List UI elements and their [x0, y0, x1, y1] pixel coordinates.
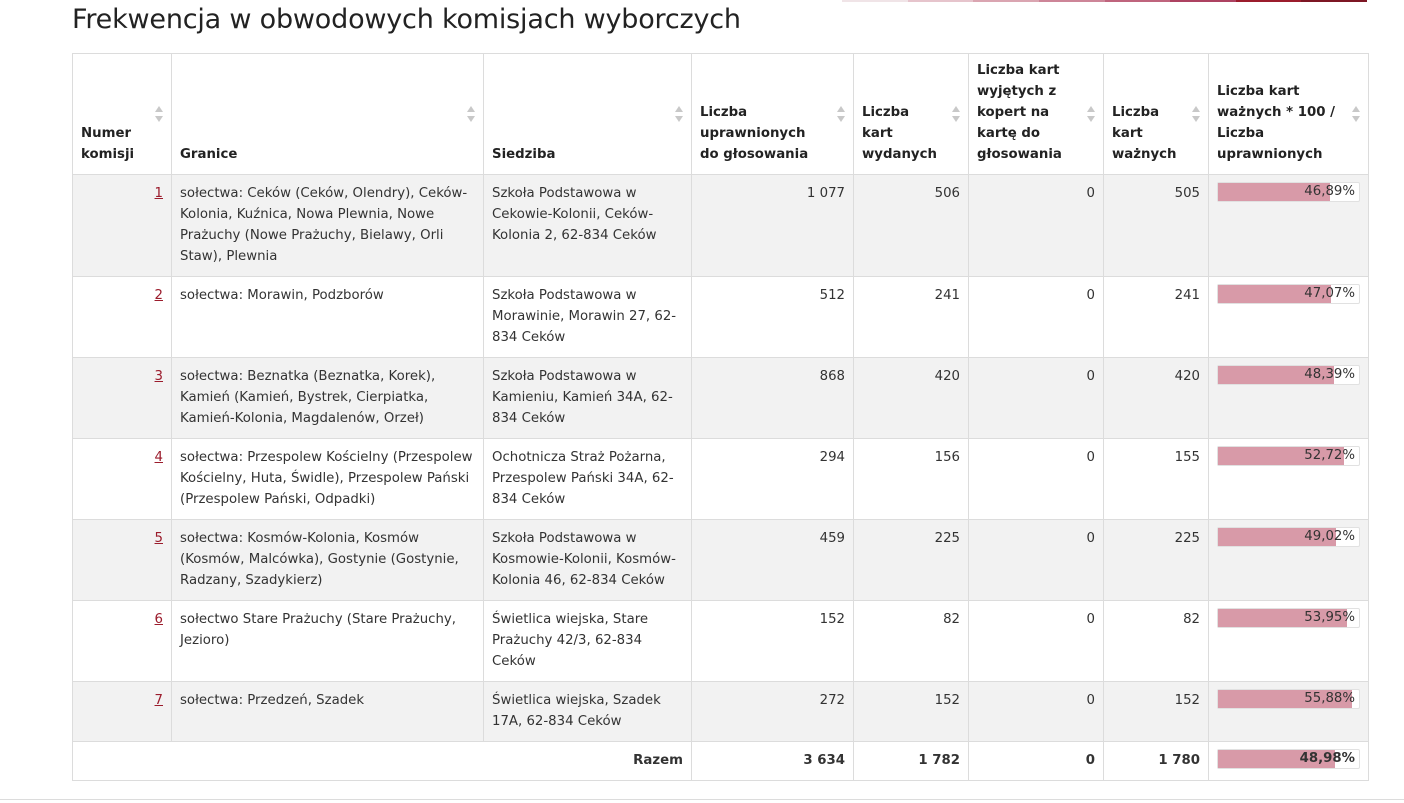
table-row — [73, 682, 1369, 742]
turnout-bar — [1217, 527, 1360, 547]
turnout-value: 46,89% — [1304, 184, 1355, 199]
cell-granice: sołectwa: Ceków (Ceków, Olendry), Ceków-Kolonia, Kuźnica, Nowa Plewnia, Nowe Prażuchy (Nowe Prażuchy, Bielawy, Orli Staw), Plewnia — [172, 175, 484, 277]
sort-icon — [837, 105, 845, 123]
column-header-wydanych[interactable] — [854, 54, 969, 175]
column-header-label: Numer komisji — [81, 126, 135, 162]
sort-icon — [1352, 105, 1360, 123]
cell-granice: sołectwo Stare Prażuchy (Stare Prażuchy, Jezioro) — [172, 601, 484, 682]
column-header-wyjetych[interactable] — [969, 54, 1104, 175]
turnout-value: 55,88% — [1304, 691, 1355, 706]
sort-icon — [675, 105, 683, 123]
cell-frekwencja — [1209, 682, 1369, 742]
column-header-uprawnionych[interactable] — [692, 54, 854, 175]
column-header-granice[interactable] — [172, 54, 484, 175]
cell-frekwencja — [1209, 601, 1369, 682]
cell-waznych: 241 — [1104, 277, 1209, 358]
table-row — [73, 358, 1369, 439]
column-header-label: Liczba kart wyjętych z kopert na kartę do głosowania — [977, 63, 1062, 162]
commission-link[interactable]: 5 — [154, 531, 163, 546]
total-row — [73, 742, 1369, 781]
cell-wydanych: 82 — [854, 601, 969, 682]
cell-waznych: 420 — [1104, 358, 1209, 439]
cell-wyjetych: 0 — [969, 358, 1104, 439]
cell-granice: sołectwa: Przedzeń, Szadek — [172, 682, 484, 742]
cell-uprawnionych: 459 — [692, 520, 854, 601]
cell-wydanych: 420 — [854, 358, 969, 439]
turnout-value: 53,95% — [1304, 610, 1355, 625]
sort-icon — [155, 105, 163, 123]
total-uprawnionych: 3 634 — [692, 742, 854, 781]
column-header-label: Liczba kart wydanych — [862, 105, 937, 162]
cell-wydanych: 241 — [854, 277, 969, 358]
cell-uprawnionych: 512 — [692, 277, 854, 358]
cell-uprawnionych: 1 077 — [692, 175, 854, 277]
table-row — [73, 439, 1369, 520]
sort-icon — [1192, 105, 1200, 123]
cell-wydanych: 156 — [854, 439, 969, 520]
cell-granice: sołectwa: Morawin, Podzborów — [172, 277, 484, 358]
cell-siedziba: Świetlica wiejska, Stare Prażuchy 42/3, 62-834 Ceków — [484, 601, 692, 682]
column-header-label: Granice — [180, 147, 238, 162]
column-header-frekwencja[interactable] — [1209, 54, 1369, 175]
table-row — [73, 520, 1369, 601]
total-label: Razem — [73, 742, 692, 781]
turnout-bar — [1217, 182, 1360, 202]
cell-frekwencja — [1209, 520, 1369, 601]
table-row — [73, 175, 1369, 277]
cell-frekwencja — [1209, 277, 1369, 358]
column-header-label: Liczba kart ważnych * 100 / Liczba uprawnionych — [1217, 84, 1335, 162]
cell-uprawnionych: 868 — [692, 358, 854, 439]
cell-waznych: 152 — [1104, 682, 1209, 742]
sort-icon — [952, 105, 960, 123]
turnout-bar — [1217, 608, 1360, 628]
cell-siedziba: Ochotnicza Straż Pożarna, Przespolew Pański 34A, 62-834 Ceków — [484, 439, 692, 520]
commission-link[interactable]: 2 — [154, 288, 163, 303]
cell-wyjetych: 0 — [969, 439, 1104, 520]
cell-waznych: 82 — [1104, 601, 1209, 682]
total-waznych: 1 780 — [1104, 742, 1209, 781]
cell-wydanych: 506 — [854, 175, 969, 277]
cell-uprawnionych: 272 — [692, 682, 854, 742]
cell-numer — [73, 439, 172, 520]
cell-siedziba: Szkoła Podstawowa w Cekowie-Kolonii, Ceków-Kolonia 2, 62-834 Ceków — [484, 175, 692, 277]
cell-granice: sołectwa: Beznatka (Beznatka, Korek), Kamień (Kamień, Bystrek, Cierpiatka, Kamień-Kolonia, Magdalenów, Orzeł) — [172, 358, 484, 439]
column-header-waznych[interactable] — [1104, 54, 1209, 175]
cell-uprawnionych: 152 — [692, 601, 854, 682]
turnout-table — [72, 53, 1369, 781]
cell-wyjetych: 0 — [969, 682, 1104, 742]
sort-icon — [1087, 105, 1095, 123]
cell-numer — [73, 358, 172, 439]
commission-link[interactable]: 7 — [154, 693, 163, 708]
column-header-numer[interactable] — [73, 54, 172, 175]
column-header-label: Siedziba — [492, 147, 556, 162]
cell-numer — [73, 682, 172, 742]
sort-icon — [467, 105, 475, 123]
cell-siedziba: Świetlica wiejska, Szadek 17A, 62-834 Ceków — [484, 682, 692, 742]
cell-wyjetych: 0 — [969, 175, 1104, 277]
cell-frekwencja — [1209, 175, 1369, 277]
column-header-label: Liczba uprawnionych do głosowania — [700, 105, 809, 162]
cell-numer — [73, 175, 172, 277]
cell-frekwencja — [1209, 358, 1369, 439]
turnout-value: 48,98% — [1299, 751, 1355, 766]
page-title: Frekwencja w obwodowych komisjach wyborczych — [72, 4, 741, 35]
cell-numer — [73, 520, 172, 601]
turnout-value: 47,07% — [1304, 286, 1355, 301]
cell-wyjetych: 0 — [969, 520, 1104, 601]
turnout-bar — [1217, 365, 1360, 385]
turnout-bar — [1217, 284, 1360, 304]
cell-wyjetych: 0 — [969, 277, 1104, 358]
cell-granice: sołectwa: Przespolew Kościelny (Przespolew Kościelny, Huta, Świdle), Przespolew Pański (Przespolew Pański, Odpadki) — [172, 439, 484, 520]
table-header-row — [73, 54, 1369, 175]
cell-numer — [73, 601, 172, 682]
cell-waznych: 225 — [1104, 520, 1209, 601]
top-color-strip — [842, 0, 1367, 2]
turnout-bar — [1217, 749, 1360, 769]
commission-link[interactable]: 4 — [154, 450, 163, 465]
commission-link[interactable]: 6 — [154, 612, 163, 627]
total-frekwencja — [1209, 742, 1369, 781]
turnout-value: 52,72% — [1304, 448, 1355, 463]
cell-waznych: 155 — [1104, 439, 1209, 520]
commission-link[interactable]: 1 — [154, 186, 163, 201]
cell-siedziba: Szkoła Podstawowa w Kosmowie-Kolonii, Kosmów-Kolonia 46, 62-834 Ceków — [484, 520, 692, 601]
turnout-value: 48,39% — [1304, 367, 1355, 382]
total-wydanych: 1 782 — [854, 742, 969, 781]
turnout-value: 49,02% — [1304, 529, 1355, 544]
cell-siedziba: Szkoła Podstawowa w Morawinie, Morawin 27, 62-834 Ceków — [484, 277, 692, 358]
cell-uprawnionych: 294 — [692, 439, 854, 520]
turnout-bar — [1217, 446, 1360, 466]
cell-wyjetych: 0 — [969, 601, 1104, 682]
cell-numer — [73, 277, 172, 358]
turnout-bar — [1217, 689, 1360, 709]
cell-wydanych: 152 — [854, 682, 969, 742]
table-row — [73, 601, 1369, 682]
cell-wydanych: 225 — [854, 520, 969, 601]
footer-divider — [0, 799, 1404, 800]
total-wyjetych: 0 — [969, 742, 1104, 781]
table-row — [73, 277, 1369, 358]
cell-frekwencja — [1209, 439, 1369, 520]
column-header-label: Liczba kart ważnych — [1112, 105, 1177, 162]
commission-link[interactable]: 3 — [154, 369, 163, 384]
cell-waznych: 505 — [1104, 175, 1209, 277]
cell-siedziba: Szkoła Podstawowa w Kamieniu, Kamień 34A, 62-834 Ceków — [484, 358, 692, 439]
column-header-siedziba[interactable] — [484, 54, 692, 175]
cell-granice: sołectwa: Kosmów-Kolonia, Kosmów (Kosmów, Malcówka), Gostynie (Gostynie, Radzany, Szadykierz) — [172, 520, 484, 601]
